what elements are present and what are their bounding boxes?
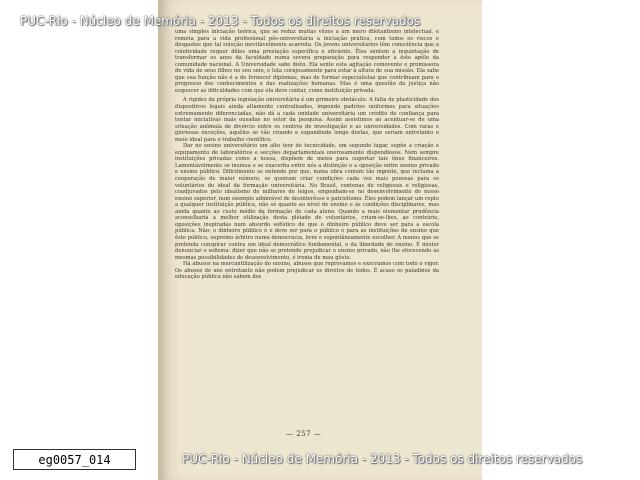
watermark-top: PUC-Rio - Núcleo de Memória - 2013 - Todos os direitos reservados [20,14,421,28]
page-body-text [175,29,439,281]
paragraph-2: A rigidez da própria legislação universitária é um primeiro obstáculo. A falta de plasticidade dos dispositivos legais ainda altamente centralizados, impondo padrões uniformes para situações extremamente diferenciadas, não dá a cada unidade universitária um crédito de confiança para tentar iniciativas mais ousadas no setor da pesquisa. Assim assistimos ao acentuar-se de uma situação anômala de divórcio entre os centros de investigação e as universidades. Com raras e gloriosas exceções, aquêles se vão criando e expandindo longe destas, que seriam entretanto o meio ideal para o trabalho científico. [175,97,439,143]
right-margin [482,0,640,480]
paragraph-3: Dar no ensino universitário um alto teor de tecnicidade, em segundo lugar, supõe a criação e equipamento de laboratórios e secções departamentais onerosamente dispendiosos. Nem sempre instituições privadas como a nossa, dispõem de meios para suportar tais ônus financeiros. Lamentàvelmente se insinua e se exacerba entre nós a distinção e a oposição entre ensino privado e ensino público. Dificilmente se entende por que, numa obra comum tão ingente, que reclama a cooperação de maior número, se queiram criar condições cada vez mais penosas para os voluntários do ideal da formação universitária. No Brasil, centenas de religiosos e religiosas, coadjuvados pelo idealismo de milhares de leigos, empenham-se no desenvolvimento do nosso ensino superior, num exemplo admirável de desinterêsse e patriotismo. Êles podem lançar um repto a qualquer instituição pública, não só quanto ao nível de ensino e às condições disciplinares, mas ainda quanto ao custo médio da formação de cada aluno. Quando a mais elementar prudência aconselharia a melhor utilização desta plêiade de voluntários, criam-se-lhes, ao contrário, oposições inspiradas num absurdo sofístico de que o dinheiro público deve ser para a escola pública. Não: o dinheiro público é e deve ser para o público e para as instituições de ensino que êste público, supremo árbitro numa democracia, livre e espontâneamente escolher. A menos que se pretenda conspirar contra um ideal democrático fundamental, o da liberdade de ensino. É mister denunciar o sofisma: dizer que não se pretende prejudicar o ensino privado, não lhe oferecendo as mesmas possibilidades de desenvolvimento, é ironia de mau gôsto. [175,143,439,261]
paragraph-4: Há abusos na mercantilização do ensino, abusos que reprovamos e execramos com todo o vigor. Os abusos de uns entretanto não podem prejudicar os direitos de todos. É acaso os paladinos da educação pública não sabem dos [175,261,439,281]
watermark-bottom: PUC-Rio - Núcleo de Memória - 2013 - Todos os direitos reservados [182,452,583,466]
document-id-label: eg0057_014 [13,449,136,470]
left-margin [0,0,158,480]
paragraph-1: uma simples iniciação teórica, que se reduz muitas vêzes a um mero diletantismo intelectual, e remeta para a vida profissional pós-universitária a iniciação prática, com todos os riscos e desgastes que tal solução inevitàvelmente acarreta. Os jovens universitários têm consciência que a coletividade requer dêles uma prestação específica e eficiente. Êles sentem a inquietação de transformar os anos da faculdade numa severa preparação para responder a êste apêlo da comunidade nacional. A Universidade sabe disto. Ela sente esta agitação comovente e promissora de vida de seus filhos no seu seio, e luta corajosamente para estar à altura de sua missão. Ela sabe que sua função não é a de fornecer diplomas, mas de formar especialistas que contribuam para o progresso dos conhecimentos e das realizações humanas. Mas é uma questão de justiça não esquecer as dificuldades com que ela deve contar, como instituição privada. [175,29,439,94]
page-number: — 257 — [286,430,322,438]
